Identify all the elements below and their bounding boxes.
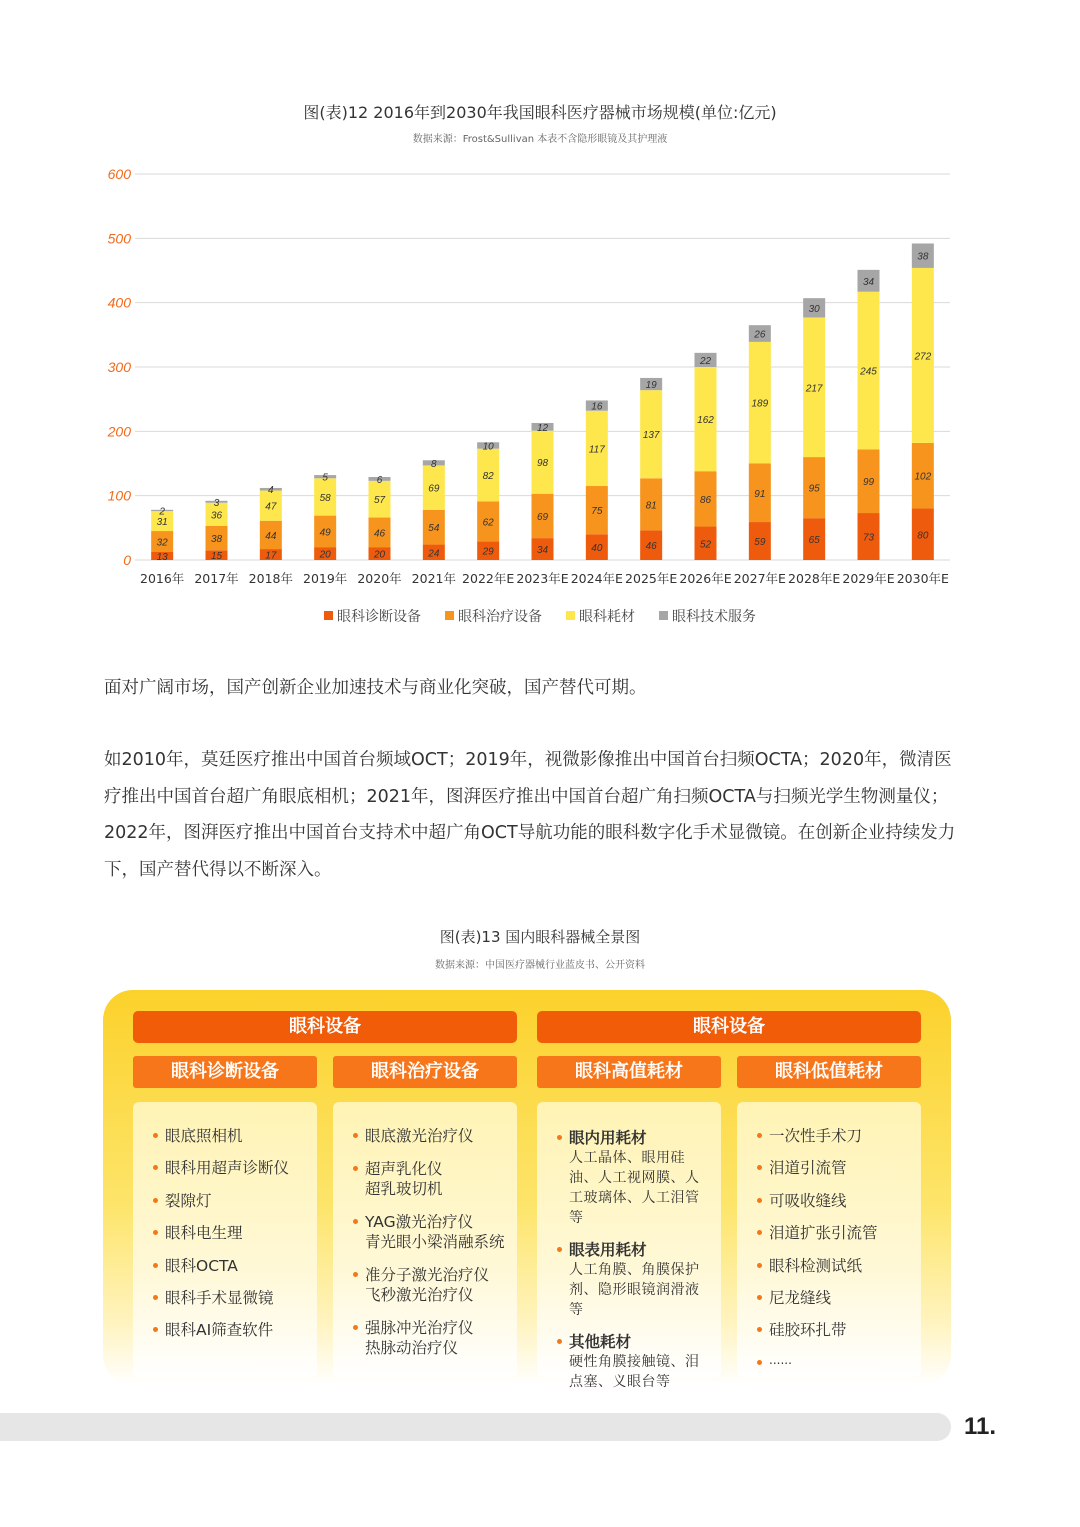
data-label: 10 (482, 441, 494, 453)
data-label: 34 (862, 276, 875, 288)
data-label: 217 (805, 383, 823, 395)
data-label: 5 (322, 472, 328, 484)
x-tick-label: 2017年 (194, 571, 239, 586)
data-label: 86 (699, 494, 712, 506)
high-value-consumables-card (537, 1102, 721, 1390)
data-label: 99 (862, 477, 875, 489)
data-label: 34 (536, 545, 549, 557)
figure13-title: 图(表)13 国内眼科器械全景图 (439, 928, 641, 946)
category-equipment: 眼科设备 (133, 1011, 517, 1043)
data-label: 62 (482, 517, 494, 529)
data-label: 102 (914, 471, 932, 483)
y-tick-label: 300 (107, 359, 131, 375)
legend-item (566, 606, 635, 626)
list-item: YAG激光治疗仪 青光眼小梁消融系统 (353, 1212, 509, 1252)
data-label: 29 (482, 546, 494, 558)
list-item: 泪道扩张引流管 (757, 1223, 913, 1243)
legend-label: 眼科治疗设备 (458, 609, 542, 625)
sub-low-value-consumables: 眼科低值耗材 (737, 1056, 921, 1088)
data-label: 20 (373, 549, 386, 561)
data-label: 65 (808, 535, 820, 547)
y-tick-label: 100 (107, 487, 131, 504)
group-description: 人工角膜、角膜保护剂、隐形眼镜润滑液等 (569, 1262, 700, 1318)
y-tick-label: 600 (107, 166, 131, 182)
data-label: 38 (210, 534, 223, 546)
x-tick-label: 2019年 (303, 571, 348, 586)
list-item (557, 1240, 713, 1320)
figure12-source: 数据来源：Frost&Sullivan 本表不含隐形眼镜及其护理液 (412, 134, 668, 145)
data-label: 36 (210, 510, 223, 522)
x-tick-label: 2028年E (788, 571, 841, 586)
data-label: 162 (697, 415, 714, 427)
data-label: 4 (268, 485, 274, 497)
legend-swatch (324, 611, 333, 620)
group-description: 硬性角膜接触镜、泪点塞、义眼台等 (569, 1354, 700, 1390)
data-label: 82 (482, 471, 494, 483)
y-tick-label: 0 (123, 552, 131, 568)
data-label: 47 (265, 501, 277, 513)
x-tick-label: 2021年 (411, 571, 456, 586)
data-label: 6 (376, 474, 383, 486)
sub-high-value-consumables: 眼科高值耗材 (537, 1056, 721, 1088)
legend-item (445, 606, 542, 626)
data-label: 38 (917, 251, 929, 263)
list-item: 眼科检测试纸 (757, 1256, 913, 1276)
list-item: 超声乳化仪 超乳玻切机 (353, 1159, 509, 1199)
x-tick-label: 2025年E (625, 571, 678, 586)
data-label: 75 (591, 506, 603, 518)
figure13-source: 数据来源：中国医疗器械行业蓝皮书、公开资料 (435, 960, 645, 971)
paragraph-intro: 面对广阔市场，国产创新企业加速技术与商业化突破，国产替代可期。 (104, 678, 647, 698)
footer-bar (0, 1413, 951, 1441)
data-label: 31 (156, 517, 168, 529)
data-label: 59 (754, 537, 766, 549)
list-item (557, 1128, 713, 1228)
data-label: 57 (373, 495, 386, 507)
list-item: 泪道引流管 (757, 1158, 913, 1178)
legend-swatch (566, 611, 575, 620)
data-label: 12 (536, 422, 549, 434)
data-label: 24 (428, 548, 440, 560)
data-label: 81 (645, 500, 657, 512)
category-consumables: 眼科设备 (537, 1011, 921, 1043)
legend-item (659, 606, 756, 626)
treatment-equipment-card (333, 1102, 517, 1377)
list-item: ...... (757, 1353, 913, 1367)
x-tick-label: 2023年E (516, 571, 569, 586)
group-title: 眼内用耗材 (569, 1129, 647, 1147)
chart-legend (0, 606, 1080, 626)
group-title: 其他耗材 (569, 1333, 632, 1351)
data-label: 91 (754, 488, 766, 500)
list-item: 眼科手术显微镜 (153, 1288, 309, 1308)
y-tick-label: 200 (107, 423, 131, 440)
list-item: 眼科AI筛查软件 (153, 1320, 309, 1340)
group-title: 眼表用耗材 (569, 1241, 647, 1259)
list-item: 眼科用超声诊断仪 (153, 1158, 309, 1178)
list-item (557, 1332, 713, 1392)
data-label: 16 (591, 401, 603, 413)
x-tick-label: 2020年 (357, 571, 402, 586)
group-description: 人工晶体、眼用硅油、人工视网膜、人工玻璃体、人工泪管等 (569, 1150, 700, 1226)
list-item: 眼科OCTA (153, 1256, 309, 1276)
list-item: 裂隙灯 (153, 1191, 309, 1211)
data-label: 98 (536, 458, 549, 470)
data-label: 117 (588, 444, 605, 456)
low-value-consumables-card (737, 1102, 921, 1377)
data-label: 8 (431, 458, 437, 470)
x-tick-label: 2018年 (248, 571, 293, 586)
data-label: 26 (754, 329, 766, 341)
data-label: 20 (319, 549, 331, 561)
market-size-chart (95, 160, 965, 600)
list-item: 眼底激光治疗仪 (353, 1126, 509, 1146)
data-label: 46 (645, 541, 657, 553)
legend-label: 眼科诊断设备 (337, 609, 421, 625)
legend-label: 眼科耗材 (579, 609, 635, 625)
legend-item (324, 606, 421, 626)
data-label: 22 (699, 355, 712, 367)
data-label: 137 (642, 430, 660, 442)
page-number: 11. (964, 1413, 997, 1440)
data-label: 15 (210, 551, 223, 563)
data-label: 19 (645, 380, 657, 392)
data-label: 69 (428, 483, 440, 495)
list-item: 准分子激光治疗仪 飞秒激光治疗仪 (353, 1265, 509, 1305)
sub-diagnostic-equipment: 眼科诊断设备 (133, 1056, 317, 1088)
list-item: 眼科电生理 (153, 1223, 309, 1243)
data-label: 52 (699, 539, 712, 551)
data-label: 272 (914, 351, 932, 363)
data-label: 189 (751, 398, 769, 410)
data-label: 80 (917, 530, 929, 542)
list-item: 硅胶环扎带 (757, 1320, 913, 1340)
data-label: 13 (156, 551, 168, 563)
x-tick-label: 2022年E (462, 571, 515, 586)
data-label: 32 (156, 537, 168, 549)
list-item: 尼龙缝线 (757, 1288, 913, 1308)
data-label: 17 (265, 550, 277, 562)
figure12-title: 图(表)12 2016年到2030年我国眼科医疗器械市场规模(单位:亿元) (303, 103, 777, 122)
list-item: 可吸收缝线 (757, 1191, 913, 1211)
data-label: 44 (265, 530, 277, 542)
x-tick-label: 2024年E (570, 571, 623, 586)
x-tick-label: 2030年E (896, 571, 949, 586)
legend-swatch (659, 611, 668, 620)
data-label: 69 (536, 511, 549, 523)
legend-label: 眼科技术服务 (672, 609, 756, 625)
data-label: 54 (428, 523, 440, 535)
x-tick-label: 2029年E (842, 571, 895, 586)
y-tick-label: 400 (107, 294, 131, 311)
list-item: 强脉冲光治疗仪 热脉动治疗仪 (353, 1318, 509, 1358)
list-item: 一次性手术刀 (757, 1126, 913, 1146)
legend-swatch (445, 611, 454, 620)
data-label: 95 (808, 483, 820, 495)
data-label: 40 (591, 543, 603, 555)
sub-treatment-equipment: 眼科治疗设备 (333, 1056, 517, 1088)
data-label: 30 (808, 303, 820, 315)
x-tick-label: 2016年 (140, 571, 185, 586)
diagnostic-equipment-card (133, 1102, 317, 1377)
data-label: 73 (862, 532, 875, 544)
data-label: 49 (319, 527, 331, 539)
y-tick-label: 500 (107, 230, 131, 247)
x-tick-label: 2026年E (679, 571, 732, 586)
x-tick-label: 2027年E (733, 571, 786, 586)
data-label: 3 (213, 497, 220, 509)
list-item: 眼底照相机 (153, 1126, 309, 1146)
data-label: 58 (319, 492, 331, 504)
data-label: 2 (159, 506, 165, 518)
data-label: 245 (860, 366, 877, 378)
data-label: 46 (373, 528, 386, 540)
paragraph-history: 如2010年，莫廷医疗推出中国首台频域OCT；2019年，视微影像推出中国首台扫频OCTA；2020年，微清医疗推出中国首台超广角眼底相机；2021年，图湃医疗推出中国首台超广角扫频OCTA与扫频光学生物测量仪；2022年，图湃医疗推出中国首台支持术中超广角OCT导航功能的眼科数字化手术显微镜。在创新企业持续发力下，国产替代得以不断深入。 (104, 750, 956, 880)
